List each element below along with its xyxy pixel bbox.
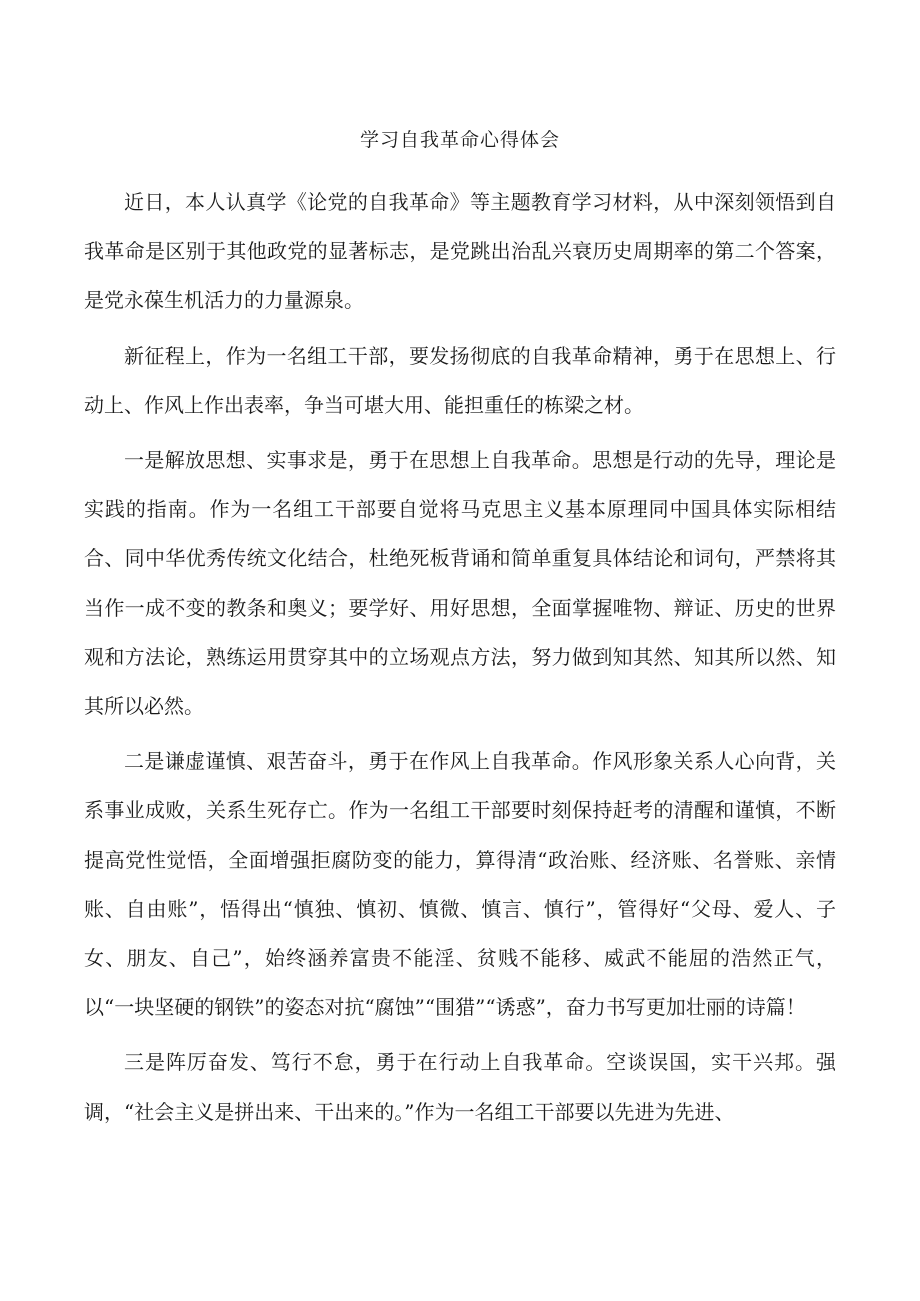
paragraph-point-one: 一是解放思想、实事求是，勇于在思想上自我革命。思想是行动的先导，理论是实践的指南。作为一名组工干部要自觉将马克思主义基本原理同中国具体实际相结合、同中华优秀传统文化结合，杜绝死板背诵和简单重复具体结论和词句，严禁将其当作一成不变的教条和奥义；要学好、用好思想，全面掌握唯物、辩证、历史的世界观和方法论，熟练运用贯穿其中的立场观点方法，努力做到知其然、知其所以然、知其所以必然。 <box>84 448 836 719</box>
paragraph-new-journey: 新征程上，作为一名组工干部，要发扬彻底的自我革命精神，勇于在思想上、行动上、作风上作出表率，争当可堪大用、能担重任的栋梁之材。 <box>84 343 836 417</box>
paragraph-point-two: 二是谦虚谨慎、艰苦奋斗，勇于在作风上自我革命。作风形象关系人心向背，关系事业成败，关系生死存亡。作为一名组工干部要时刻保持赶考的清醒和谨慎，不断提高党性觉悟，全面增强拒腐防变的能力，算得清“政治账、经济账、名誉账、亲情账、自由账”，悟得出“慎独、慎初、慎微、慎言、慎行”，管得好“父母、爱人、子女、朋友、自己”，始终涵养富贵不能淫、贫贱不能移、威武不能屈的浩然正气，以“一块坚硬的钢铁”的姿态对抗“腐蚀”“围猎”“诱惑”，奋力书写更加壮丽的诗篇！ <box>84 749 836 1020</box>
document-body <box>84 112 836 1143</box>
document-title: 学习自我革命心得体会 <box>359 129 560 151</box>
paragraph-intro: 近日，本人认真学《论党的自我革命》等主题教育学习材料，从中深刻领悟到自我革命是区别于其他政党的显著标志，是党跳出治乱兴衰历史周期率的第二个答案，是党永葆生机活力的力量源泉。 <box>84 190 836 313</box>
paragraph-point-three: 三是阵厉奋发、笃行不怠，勇于在行动上自我革命。空谈误国，实干兴邦。强调，“社会主义是拼出来、干出来的。”作为一名组工干部要以先进为先进、 <box>84 1050 836 1124</box>
